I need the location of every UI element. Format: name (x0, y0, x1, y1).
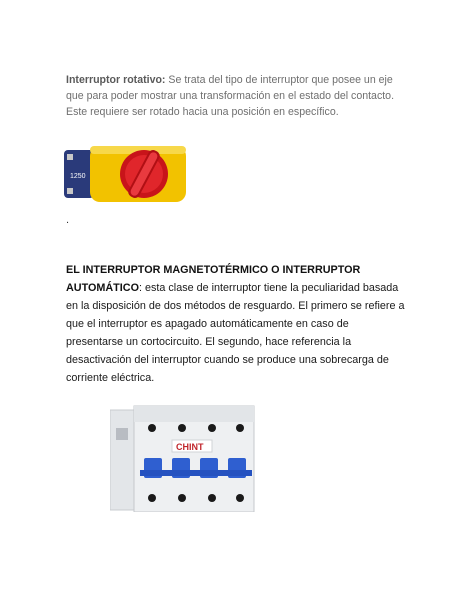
rotary-label: 1250 (70, 173, 86, 180)
breaker-paragraph (66, 261, 406, 387)
separator-dot: . (66, 214, 70, 226)
rotary-switch-description: Se trata del tipo de interruptor que posee un eje que para poder mostrar una transformación en el estado del contacto. Este requiere ser rotado hacia una posición en específico. (66, 74, 395, 118)
rotary-switch-heading: Interruptor rotativo: (66, 74, 166, 86)
breaker-brand: CHINT (176, 442, 204, 452)
circuit-breaker-image (110, 400, 260, 512)
rotary-switch-image (64, 144, 188, 204)
breaker-description: : esta clase de interruptor tiene la peculiaridad basada en la disposición de dos métodos de resguardo. El primero se refiere a que el interruptor es apagado automáticamente en caso de presentarse un cortocircuito. El segundo, hace referencia la desactivación del interruptor cuando se produce una sobrecarga de corriente eléctrica. (66, 282, 405, 384)
breaker-heading: EL INTERRUPTOR MAGNETOTÉRMICO O INTERRUPTOR AUTOMÁTICO (66, 264, 361, 294)
rotary-switch-paragraph (66, 72, 406, 120)
